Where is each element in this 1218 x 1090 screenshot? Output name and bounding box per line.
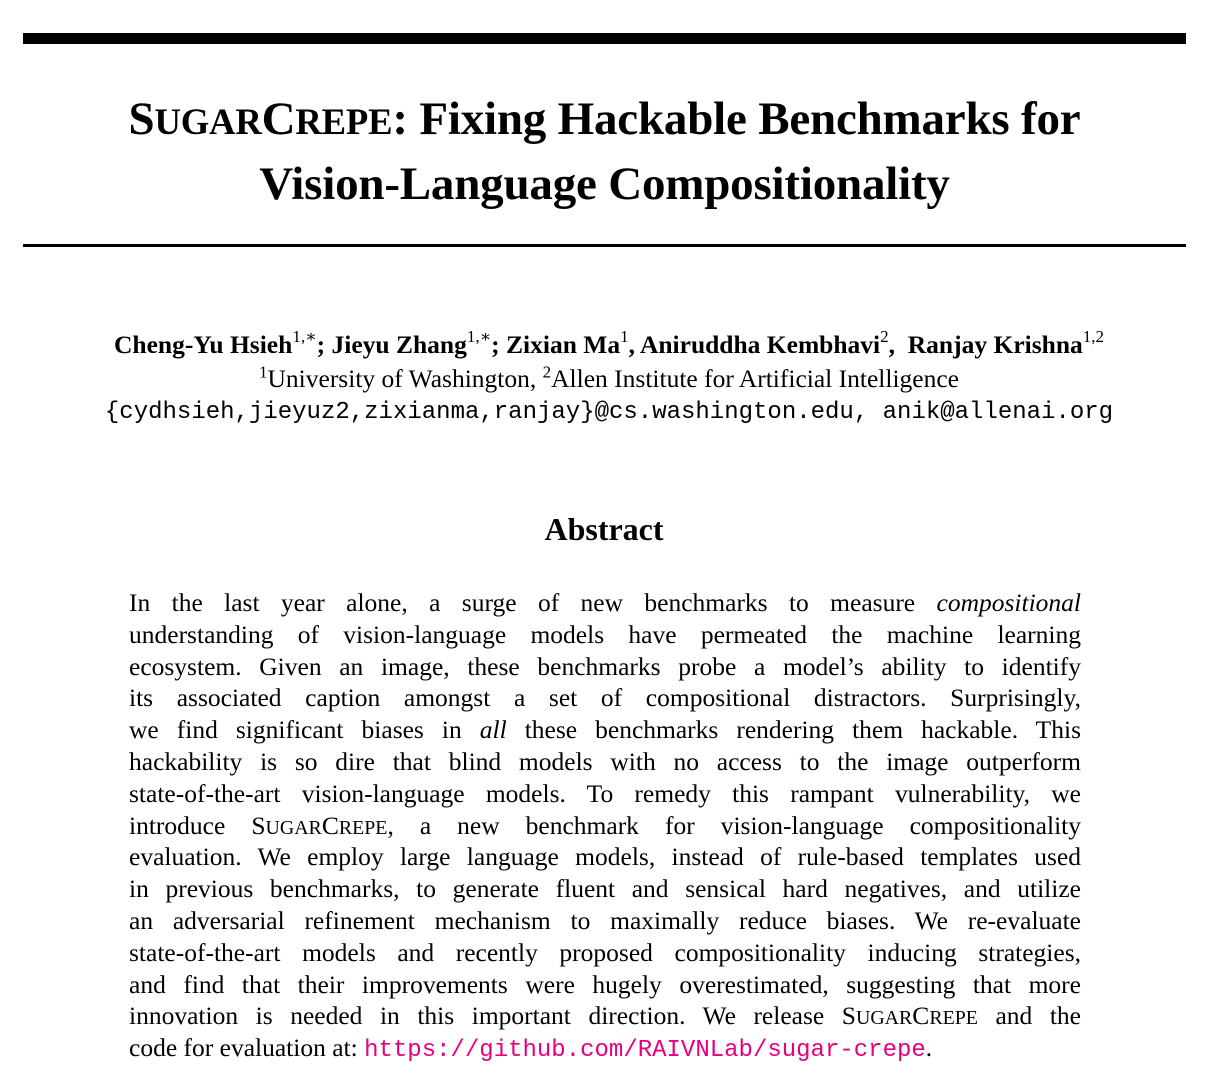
author-emails: {cydhsieh,jieyuz2,zixianma,ranjay}@cs.washington.edu, anik@allenai.org	[104, 399, 1114, 426]
author-affil-sup: 2	[880, 326, 889, 346]
author-affil-sup: 1,∗	[292, 326, 317, 346]
author-name: Cheng-Yu Hsieh	[113, 330, 293, 359]
abstract-line: an adversarial refinement mechanism to maximally reduce biases. We re-evaluate	[129, 905, 1081, 935]
affiliations: $^1$University of Washington, $^2$Allen Institute for Artificial Intelligence	[259, 362, 959, 393]
abstract-body	[129, 587, 1081, 1064]
title-bottom-rule	[23, 244, 1186, 247]
author-name: Jieyu Zhang	[331, 330, 467, 359]
abstract-line: evaluation. We employ large language models, instead of rule-based templates used	[129, 842, 1081, 872]
abstract-line: ecosystem. Given an image, these benchmarks probe a model’s ability to identify	[129, 651, 1081, 681]
author-name: Ranjay Krishna	[907, 330, 1083, 359]
abstract-line: state-of-the-art vision-language models. To remedy this rampant vulnerability, we	[129, 778, 1081, 808]
abstract-line: understanding of vision-language models have permeated the machine learning	[129, 619, 1081, 649]
abstract-line: in previous benchmarks, to generate fluent and sensical hard negatives, and utilize	[129, 874, 1081, 904]
author-name: Zixian Ma	[506, 330, 621, 359]
author-affil-sup: 1,2	[1082, 326, 1105, 346]
code-repo-link[interactable]: https://github.com/RAIVNLab/sugar-crepe	[364, 1037, 926, 1065]
author-affil-sup: 1,∗	[466, 326, 492, 346]
abstract-line: innovation is needed in this important direction. We release SUGARCREPE and the	[129, 1001, 1081, 1031]
abstract-heading: Abstract	[544, 511, 664, 547]
abstract-line: its associated caption amongst a set of compositional distractors. Surprisingly,	[129, 683, 1081, 713]
abstract-line: and find that their improvements were hugely overestimated, suggesting that more	[129, 969, 1081, 999]
abstract-line: hackability is so dire that blind models with no access to the image outperform	[129, 746, 1081, 776]
author-name: Aniruddha Kembhavi	[639, 330, 881, 359]
author-affil-sup: 1	[620, 326, 629, 346]
abstract-line: In the last year alone, a surge of new benchmarks to measure compositional	[129, 588, 1081, 617]
author-list: Cheng-Yu Hsieh$^{1,∗}$; Jieyu Zhang$^{1,∗}$; Zixian Ma$^1$, Aniruddha Kembhavi$^2$, Ranjay Krishna$^{1,2}$	[113, 326, 1105, 359]
abstract-line: code for evaluation at: https://github.com/RAIVNLab/sugar-crepe.	[129, 1033, 933, 1065]
paper-title: SUGARCREPE: Fixing Hackable Benchmarks for Vision-Language Compositionality	[128, 93, 1081, 210]
abstract-line: state-of-the-art models and recently proposed compositionality inducing strategies,	[129, 937, 1081, 967]
abstract-line: introduce SUGARCREPE, a new benchmark for vision-language compositionality	[129, 810, 1081, 840]
top-rule	[23, 33, 1186, 44]
abstract-line: we find significant biases in all these benchmarks rendering them hackable. This	[129, 715, 1081, 745]
